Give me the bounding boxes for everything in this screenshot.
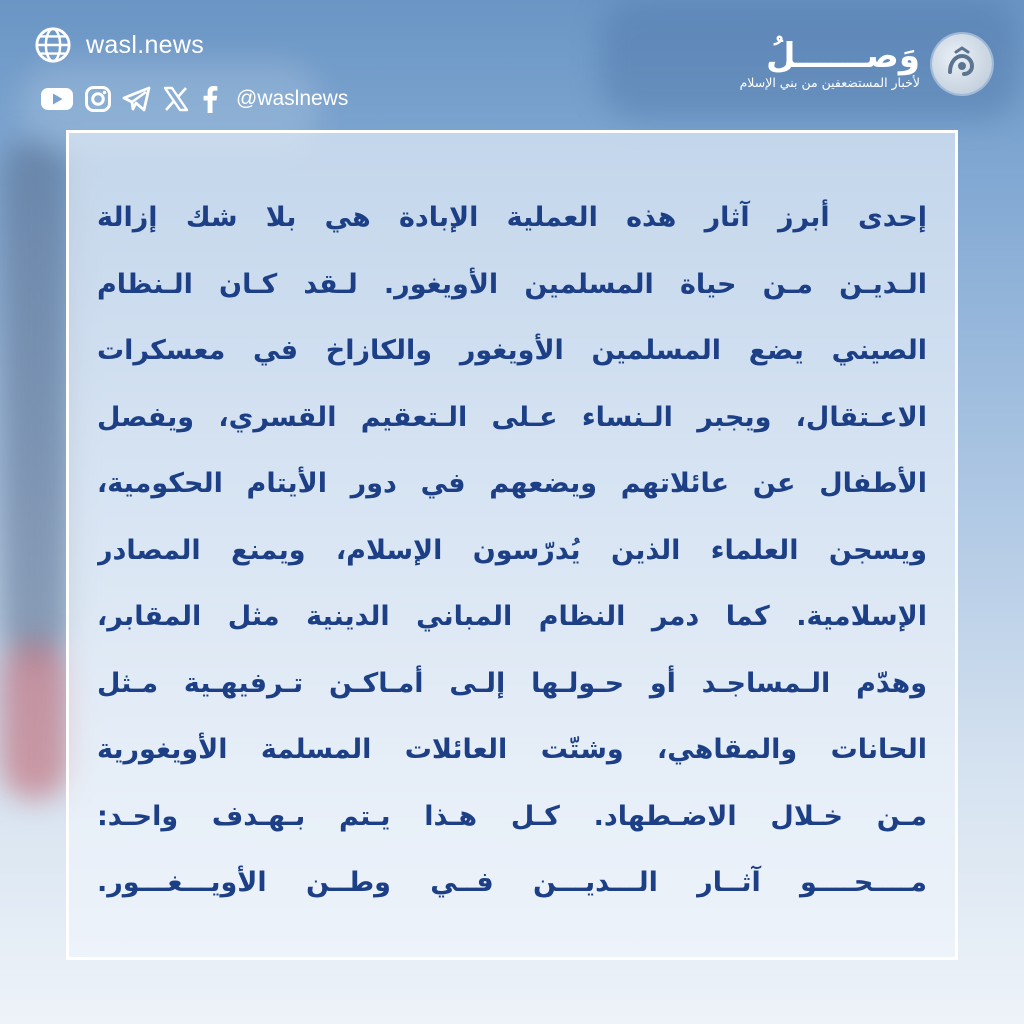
brand-tagline: لأخبار المستضعفين من بني الإسلام	[739, 75, 920, 90]
article-line: إحدى أبرز آثار هذه العملية الإبادة هي بلا شك إزالة	[97, 202, 927, 233]
social-handle: @waslnews	[236, 87, 349, 110]
article-line: الإسلامية. كما دمر النظام المباني الدينية مثل المقابر،	[97, 601, 927, 632]
instagram-icon[interactable]	[84, 85, 112, 113]
facebook-icon[interactable]	[200, 84, 220, 114]
brand-logo-block	[740, 34, 992, 94]
background-blur-left	[0, 140, 70, 660]
article-line: الصيني يضع المسلمين الأويغور والكازاخ في معسكرات	[97, 335, 927, 366]
article-line: مـن خـلال الاضـطهاد. كـل هـذا يـتم بـهـدف واحـد:	[97, 800, 927, 832]
article-line: الأطفال عن عائلاتهم ويضعهم في دور الأيتام الحكومية،	[97, 468, 927, 499]
article-line: وهدّم الـمساجـد أو حـولـها إلـى أمـاكـن تـرفيهـية مـثل	[97, 667, 927, 699]
article-line: ويسجن العلماء الذين يُدرّسون الإسلام، ويمنع المصادر	[97, 534, 927, 566]
article-line: الاعـتقال، ويجبر الـنساء عـلى الـتعقيم القسري، ويفصل	[97, 401, 927, 433]
youtube-icon[interactable]	[40, 86, 74, 112]
telegram-icon[interactable]	[122, 85, 152, 113]
article-card	[66, 130, 958, 960]
background-blur-sign	[0, 640, 70, 800]
globe-icon	[34, 26, 72, 64]
article-line: الـديـن مـن حياة المسلمين الأويغور. لـقد كـان الـنظام	[97, 268, 927, 300]
article-line: مــــحــــو آثــار الـــديـــن فــي وطــن الأويـــغـــور.	[97, 867, 927, 898]
brand-name: وَصــــــلُ	[765, 36, 920, 76]
x-icon[interactable]	[162, 85, 190, 113]
article-line: الحانات والمقاهي، وشتّت العائلات المسلمة الأويغورية	[97, 734, 927, 765]
brand-emblem-glyph-icon	[942, 44, 982, 84]
brand-emblem-icon	[932, 34, 992, 94]
brand-text	[740, 37, 920, 91]
website-link[interactable]	[34, 26, 204, 64]
social-links	[40, 84, 348, 114]
site-url: wasl.news	[86, 30, 205, 59]
article-body	[97, 185, 927, 917]
